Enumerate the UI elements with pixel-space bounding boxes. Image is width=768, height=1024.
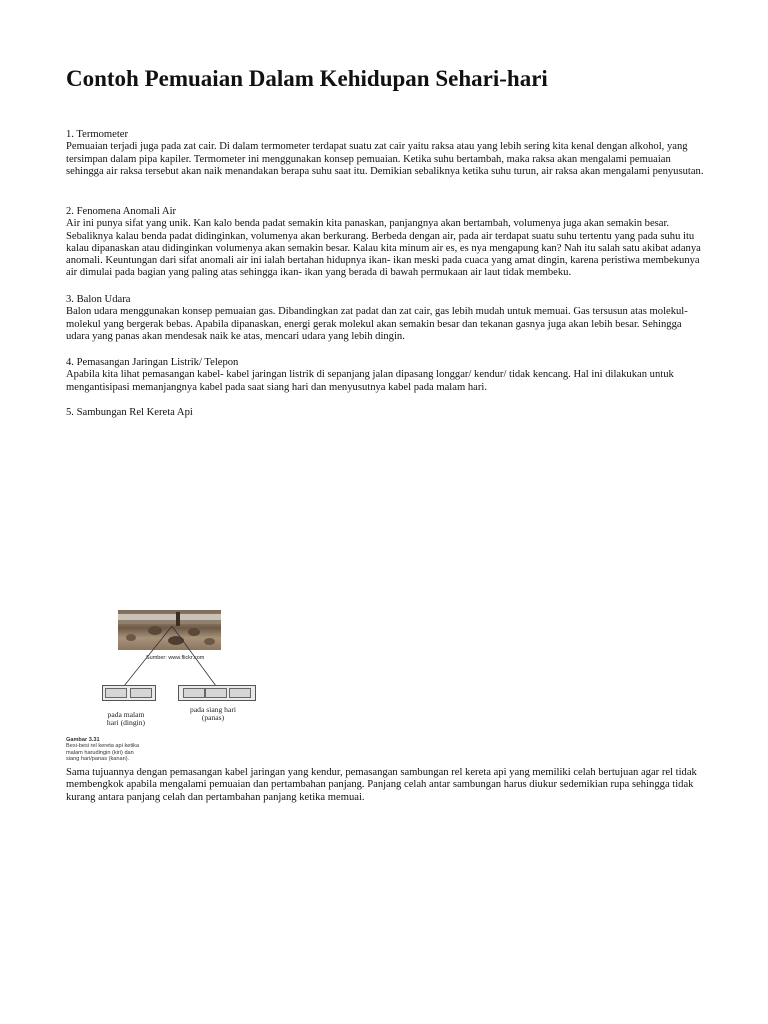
section-termometer bbox=[66, 129, 706, 178]
caption-day: pada siang hari (panas) bbox=[190, 705, 236, 722]
rail-figure bbox=[66, 610, 266, 770]
section-text: Pemuaian terjadi juga pada zat cair. Di dalam termometer terdapat suatu zat cair yaitu raksa atau yang lebih sering kita kenal dengan alkohol, yang tersimpan dalam pipa kapiler. Termometer ini menggunakan konsep pemuaian. Ketika suhu bertambah, maka raksa akan mengalami pemuaian sehingga air raksa tersebut akan naik menandakan berapa suhu saat itu. Demikian sebaliknya ketika suhu turun, air raksa akan mengalami penyusutan. bbox=[66, 141, 704, 177]
section-rel-kereta-text bbox=[66, 767, 706, 804]
section-text: Air ini punya sifat yang unik. Kan kalo benda padat semakin kita panaskan, panjangnya akan bertambah, volumenya juga akan semakin besar. Sebaliknya kalau benda padat didinginkan, volumenya akan berkurang. Berbeda dengan air, pada air terdapat suatu suhu tertentu yang pada suhu itu kalau dipanaskan atau didinginkan volumenya akan semakin besar. Kalau kita minum air es, es nya mengapung kan? Nah itu salah satu akibat adanya anomali. Keuntungan dari sifat anomali air ini ialah bertahan hidupnya ikan- ikan meski pada cuaca yang amat dingin, karena peristiwa membekunya air dimulai pada bagian yang paling atas sehingga ikan- ikan yang berada di bawah permukaan air laut tidak membeku. bbox=[66, 218, 701, 279]
section-rel-kereta-heading bbox=[66, 407, 706, 419]
section-jaringan-listrik bbox=[66, 357, 706, 394]
section-anomali-air bbox=[66, 206, 706, 280]
caption-night: pada malam hari (dingin) bbox=[106, 710, 146, 727]
section-balon-udara bbox=[66, 294, 706, 343]
section-text: Apabila kita lihat pemasangan kabel- kabel jaringan listrik di sepanjang jalan dipasang longgar/ kendur/ tidak kencang. Hal ini dilakukan untuk mengantisipasi memanjangnya kabel pada saat siang hari dan menyusutnya kabel pada malam hari. bbox=[66, 369, 674, 393]
section-heading: 3. Balon Udara bbox=[66, 294, 131, 305]
figure-label: Gambar 3.31 Besi-besi rel kereta api ketika malam harudingin (kiri) dan siang hari/panas (kanan). bbox=[66, 737, 140, 763]
photo-source: Sumber: www.flickr.com bbox=[146, 655, 205, 661]
rail-diagram-day bbox=[178, 685, 256, 701]
section-text: Sama tujuannya dengan pemasangan kabel jaringan yang kendur, pemasangan sambungan rel kereta api yang memiliki celah bertujuan agar rel tidak membengkok apabila mengalami pemuaian dan pertambahan panjang. Panjang celah antar sambungan harus diukur sedemikian rupa sehingga tidak kurang antara panjang celah dan pertambahan panjang ketika memuai. bbox=[66, 767, 697, 803]
section-text: Balon udara menggunakan konsep pemuaian gas. Dibandingkan zat padat dan zat cair, gas lebih mudah untuk memuai. Gas tersusun atas molekul- molekul yang bergerak bebas. Apabila dipanaskan, energi gerak molekul akan semakin besar dan tekanan gasnya juga akan lebih besar. Sehingga udara yang panas akan mendesak naik ke atas, mencari udara yang lebih dingin. bbox=[66, 306, 688, 342]
section-heading: 2. Fenomena Anomali Air bbox=[66, 206, 177, 217]
section-heading: 5. Sambungan Rel Kereta Api bbox=[66, 407, 193, 418]
section-heading: 4. Pemasangan Jaringan Listrik/ Telepon bbox=[66, 357, 239, 368]
page-title: Contoh Pemuaian Dalam Kehidupan Sehari-hari bbox=[66, 66, 548, 91]
rail-diagram-night bbox=[102, 685, 156, 701]
section-heading: 1. Termometer bbox=[66, 129, 129, 140]
